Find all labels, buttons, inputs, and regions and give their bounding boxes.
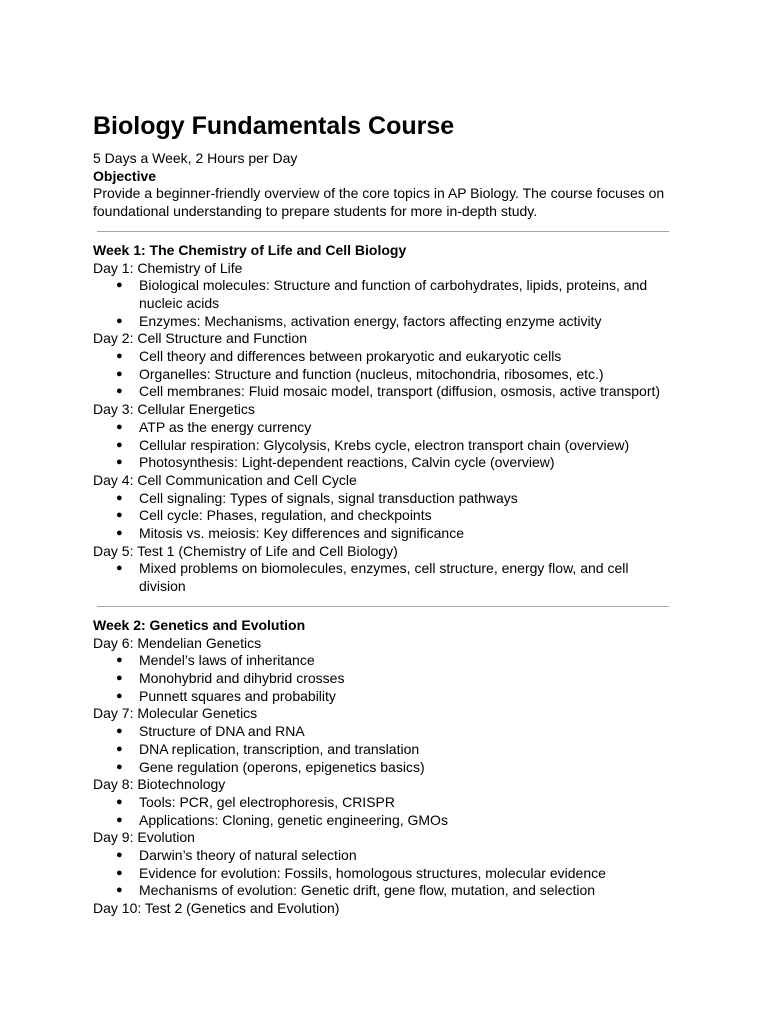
bullet-icon: ● — [116, 742, 123, 755]
page-title: Biology Fundamentals Course — [93, 112, 455, 140]
list-item-text: Biological molecules: Structure and function of carbohydrates, lipids, proteins, and nucleic acids — [139, 277, 648, 311]
bullet-icon: ● — [116, 314, 123, 327]
topic-list — [93, 490, 678, 543]
list-item-text: Evidence for evolution: Fossils, homologous structures, molecular evidence — [139, 864, 606, 881]
list-item — [93, 348, 678, 366]
list-item — [93, 741, 678, 759]
topic-list — [93, 847, 678, 900]
bullet-icon: ● — [116, 689, 123, 702]
list-item-text: Cell membranes: Fluid mosaic model, transport (diffusion, osmosis, active transport) — [139, 383, 661, 400]
bullet-icon: ● — [116, 420, 123, 433]
list-item — [93, 865, 678, 883]
bullet-icon: ● — [116, 654, 123, 667]
day-title: Day 8: Biotechnology — [93, 776, 226, 793]
bullet-icon: ● — [116, 491, 123, 504]
topic-list — [93, 652, 678, 705]
list-item-text: Structure of DNA and RNA — [139, 723, 305, 740]
list-item-text: Photosynthesis: Light-dependent reactions, Calvin cycle (overview) — [139, 454, 555, 471]
bullet-icon: ● — [116, 562, 123, 575]
list-item — [93, 670, 678, 688]
list-item-text: Mechanisms of evolution: Genetic drift, gene flow, mutation, and selection — [139, 882, 596, 899]
weeks-container — [93, 242, 678, 918]
list-item-text: Mitosis vs. meiosis: Key differences and significance — [139, 525, 464, 542]
list-item-text: ATP as the energy currency — [139, 418, 312, 435]
day-title: Day 2: Cell Structure and Function — [93, 330, 307, 347]
bullet-icon: ● — [116, 509, 123, 522]
list-item-text: Organelles: Structure and function (nucleus, mitochondria, ribosomes, etc.) — [139, 365, 604, 382]
list-item — [93, 652, 678, 670]
bullet-icon: ● — [116, 279, 123, 292]
bullet-icon: ● — [116, 760, 123, 773]
list-item — [93, 882, 678, 900]
bullet-icon: ● — [116, 795, 123, 808]
list-item-text: Monohybrid and dihybrid crosses — [139, 669, 345, 686]
bullet-icon: ● — [116, 884, 123, 897]
list-item-text: DNA replication, transcription, and translation — [139, 740, 420, 757]
list-item-text: Gene regulation (operons, epigenetics basics) — [139, 758, 425, 775]
list-item-text: Cell theory and differences between prokaryotic and eukaryotic cells — [139, 348, 562, 365]
week-section — [93, 617, 678, 918]
topic-list — [93, 277, 678, 330]
week-section — [93, 242, 678, 596]
list-item — [93, 366, 678, 384]
list-item — [93, 794, 678, 812]
divider — [97, 606, 669, 607]
day-title: Day 3: Cellular Energetics — [93, 401, 255, 418]
list-item — [93, 383, 678, 401]
list-item — [93, 454, 678, 472]
topic-list — [93, 348, 678, 401]
document-page — [93, 110, 678, 918]
list-item — [93, 507, 678, 525]
bullet-icon: ● — [116, 367, 123, 380]
bullet-icon: ● — [116, 813, 123, 826]
week-heading: Week 2: Genetics and Evolution — [93, 616, 306, 633]
bullet-icon: ● — [116, 725, 123, 738]
week-heading: Week 1: The Chemistry of Life and Cell Biology — [93, 241, 407, 258]
day-title: Day 9: Evolution — [93, 829, 195, 846]
bullet-icon: ● — [116, 456, 123, 469]
day-title: Day 6: Mendelian Genetics — [93, 634, 262, 651]
bullet-icon: ● — [116, 866, 123, 879]
topic-list — [93, 419, 678, 472]
day-title: Day 5: Test 1 (Chemistry of Life and Cell Biology) — [93, 542, 398, 559]
list-item-text: Enzymes: Mechanisms, activation energy, factors affecting enzyme activity — [139, 312, 602, 329]
bullet-icon: ● — [116, 671, 123, 684]
list-item-text: Darwin’s theory of natural selection — [139, 847, 357, 864]
topic-list — [93, 560, 678, 595]
list-item — [93, 490, 678, 508]
list-item — [93, 277, 678, 312]
bullet-icon: ● — [116, 527, 123, 540]
objective-heading: Objective — [93, 167, 157, 184]
bullet-icon: ● — [116, 385, 123, 398]
objective-text: Provide a beginner-friendly overview of the core topics in AP Biology. The course focuses on foundational understanding to prepare students for more in-depth study. — [93, 185, 665, 220]
bullet-icon: ● — [116, 350, 123, 363]
list-item-text: Punnett squares and probability — [139, 687, 336, 704]
list-item — [93, 847, 678, 865]
topic-list — [93, 794, 678, 829]
list-item — [93, 812, 678, 830]
list-item-text: Applications: Cloning, genetic engineering, GMOs — [139, 811, 448, 828]
list-item-text: Mendel’s laws of inheritance — [139, 652, 315, 669]
list-item — [93, 759, 678, 777]
list-item — [93, 688, 678, 706]
list-item — [93, 723, 678, 741]
list-item-text: Mixed problems on biomolecules, enzymes, cell structure, energy flow, and cell division — [139, 560, 629, 595]
day-title: Day 10: Test 2 (Genetics and Evolution) — [93, 900, 340, 917]
list-item — [93, 437, 678, 455]
list-item — [93, 525, 678, 543]
list-item-text: Cell cycle: Phases, regulation, and checkpoints — [139, 507, 432, 524]
list-item-text: Cell signaling: Types of signals, signal transduction pathways — [139, 489, 518, 506]
day-title: Day 1: Chemistry of Life — [93, 259, 243, 276]
topic-list — [93, 723, 678, 776]
list-item — [93, 419, 678, 437]
list-item-text: Cellular respiration: Glycolysis, Krebs cycle, electron transport chain (overview) — [139, 436, 630, 453]
schedule-text: 5 Days a Week, 2 Hours per Day — [93, 150, 298, 166]
day-title: Day 7: Molecular Genetics — [93, 705, 258, 722]
list-item-text: Tools: PCR, gel electrophoresis, CRISPR — [139, 793, 395, 810]
bullet-icon: ● — [116, 438, 123, 451]
list-item — [93, 560, 678, 595]
day-title: Day 4: Cell Communication and Cell Cycle — [93, 471, 357, 488]
list-item — [93, 313, 678, 331]
divider — [97, 231, 669, 232]
bullet-icon: ● — [116, 849, 123, 862]
